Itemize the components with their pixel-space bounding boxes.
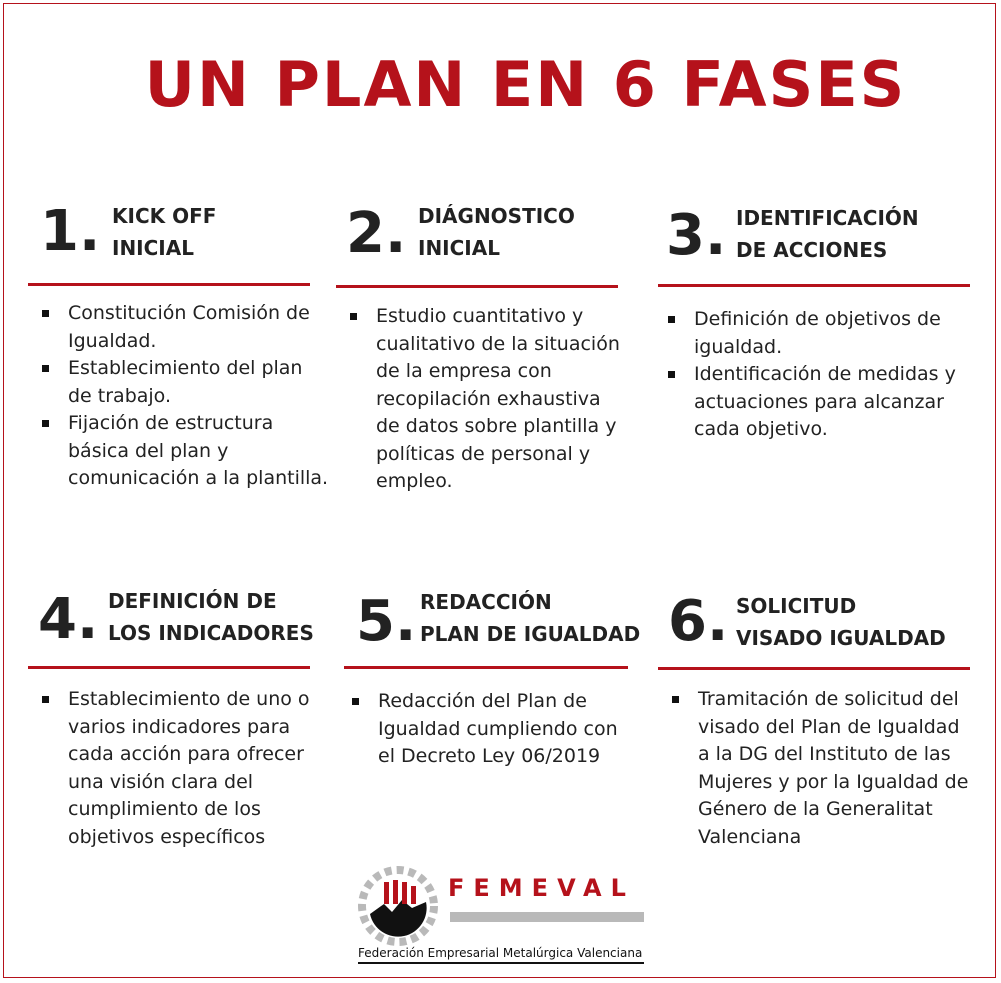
bullet-item: Fijación de estructura básica del plan y comunicación a la plantilla. — [40, 410, 330, 493]
phase-bullets — [350, 688, 630, 771]
phase-heading: IDENTIFICACIÓN DE ACCIONES — [736, 206, 919, 262]
bullet-item: Estudio cuantitativo y cualitativo de la situación de la empresa con recopilación exhaustiva de datos sobre plantilla y políticas de personal y empleo. — [348, 303, 628, 496]
logo-subtitle: Federación Empresarial Metalúrgica Valenciana — [358, 946, 643, 960]
phase-number: 3. — [666, 203, 727, 268]
phase-heading: REDACCIÓN PLAN DE IGUALDAD — [420, 590, 641, 646]
phase-heading: DEFINICIÓN DE LOS INDICADORES — [108, 589, 314, 645]
logo-wordmark: FEMEVAL — [448, 874, 635, 902]
phase-number: 5. — [356, 589, 417, 654]
phase-bullets — [348, 303, 628, 496]
phase-divider — [658, 284, 970, 287]
bullet-item: Definición de objetivos de igualdad. — [666, 306, 966, 361]
bullet-item: Redacción del Plan de Igualdad cumpliendo con el Decreto Ley 06/2019 — [350, 688, 630, 771]
bullet-item: Identificación de medidas y actuaciones para alcanzar cada objetivo. — [666, 361, 966, 444]
phase-heading: DIÁGNOSTICO INICIAL — [418, 204, 575, 260]
phase-number: 2. — [346, 201, 407, 266]
phase-bullets — [666, 306, 966, 444]
bullet-item: Constitución Comisión de Igualdad. — [40, 300, 330, 355]
phase-divider — [28, 666, 310, 669]
phase-heading: KICK OFF INICIAL — [112, 204, 217, 260]
page-title: UN PLAN EN 6 FASES — [144, 48, 907, 121]
phase-bullets — [40, 300, 330, 493]
phase-number: 4. — [38, 587, 99, 652]
bullet-item: Establecimiento de uno o varios indicadores para cada acción para ofrecer una visión clara del cumplimiento de los objetivos específicos — [40, 686, 330, 851]
phase-divider — [336, 285, 618, 288]
phase-bullets — [40, 686, 330, 851]
phase-divider — [344, 666, 628, 669]
logo-bar — [450, 912, 644, 922]
phase-number: 6. — [668, 589, 729, 654]
bullet-item: Establecimiento del plan de trabajo. — [40, 355, 330, 410]
phase-bullets — [670, 686, 970, 851]
bullet-item: Tramitación de solicitud del visado del Plan de Igualdad a la DG del Instituto de las Mujeres y por la Igualdad de Género de la Generalitat Valenciana — [670, 686, 970, 851]
phase-divider — [658, 667, 970, 670]
logo-underline — [358, 962, 644, 964]
phase-heading: SOLICITUD VISADO IGUALDAD — [736, 594, 946, 650]
phase-divider — [28, 283, 310, 286]
phase-number: 1. — [40, 199, 101, 264]
